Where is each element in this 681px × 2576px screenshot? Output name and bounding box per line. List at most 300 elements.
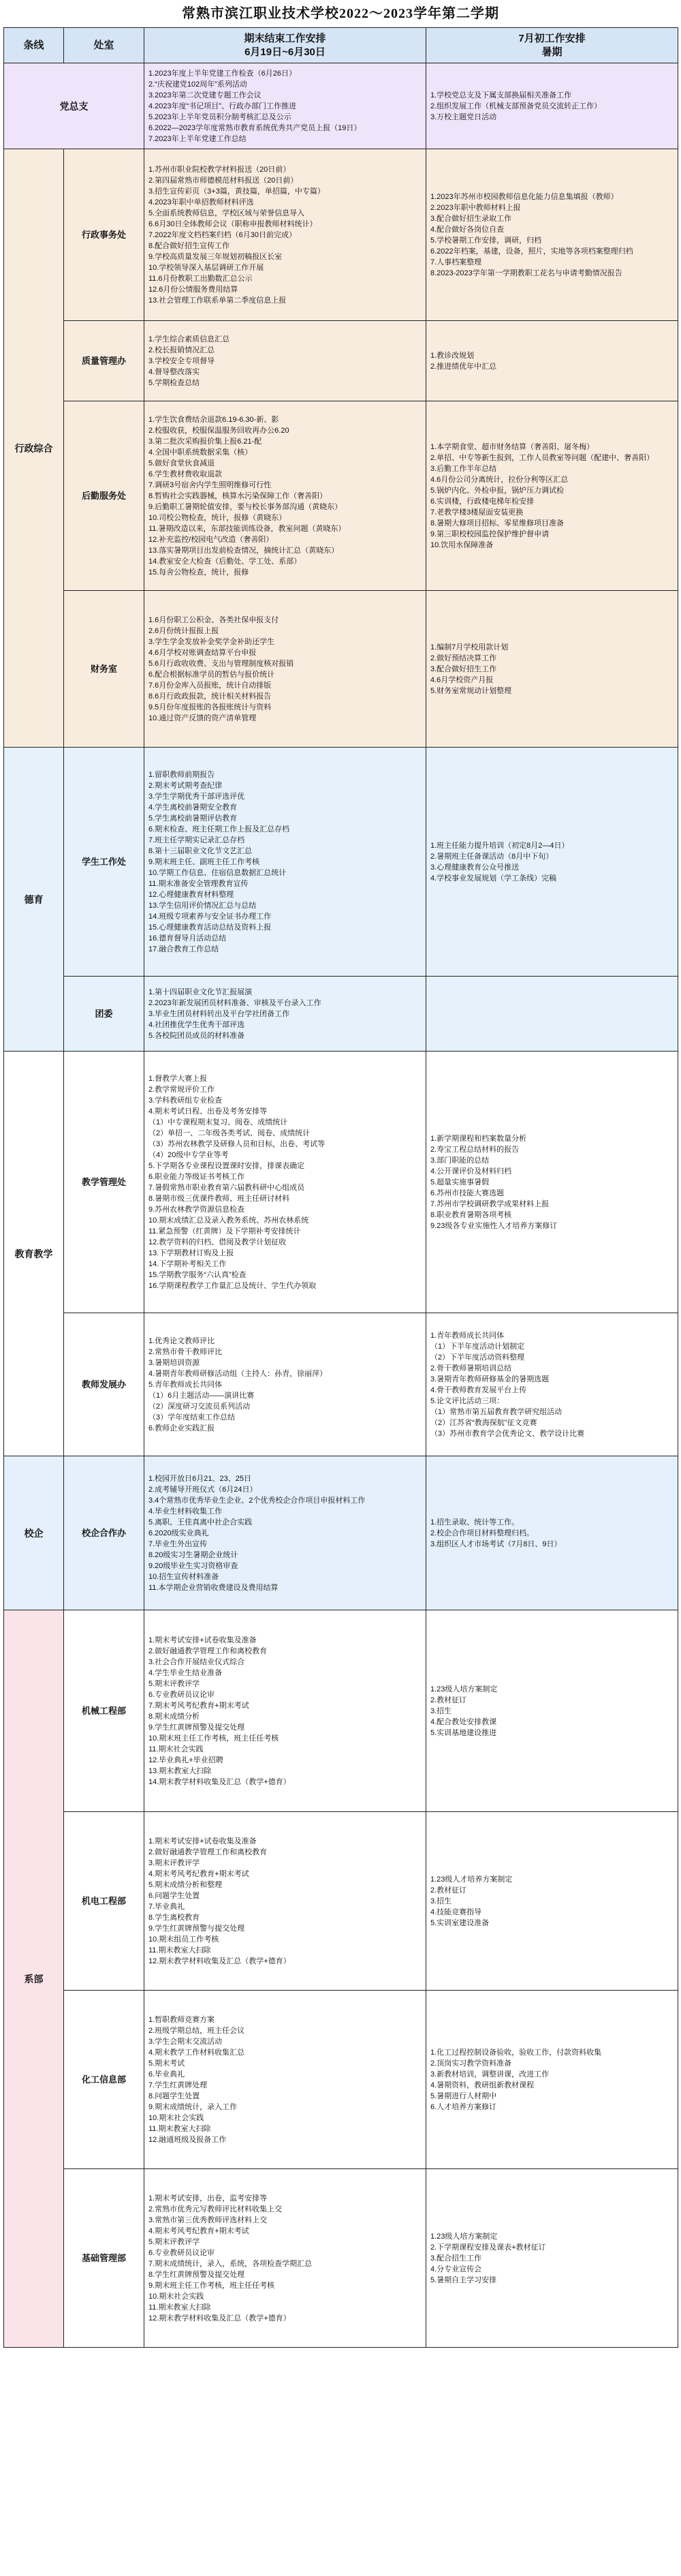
list-item: 4.配合做好各岗位自查 <box>430 225 505 234</box>
line-label-dept: 系部 <box>4 1610 64 2348</box>
table-row <box>4 401 678 591</box>
list-item: 16.德育督导月活动总结 <box>148 934 227 942</box>
list-item: 6.苏州市技能大赛选题 <box>430 1189 505 1197</box>
july-list <box>426 149 678 321</box>
list-item: 12.心理健康教育材料整理 <box>148 890 234 899</box>
list-item: 4.6月学校对账调查结算平台申报 <box>148 648 257 657</box>
list-item: 4.毕业生材料收集工作 <box>148 1507 223 1516</box>
list-item: 14.班级专项素养与安全证书办理工作 <box>148 912 272 921</box>
list-item: 10.司校公物检查，统计，报修（黄晓东） <box>148 513 287 522</box>
list-item: 1.23级人培方案制定 <box>430 1685 498 1693</box>
list-item: 4.学校事业发展规划（学工条线）完稿 <box>430 874 557 883</box>
header-july-title: 7月初工作安排 <box>518 32 586 44</box>
list-item: 7.暑假常熟市职业教育第六届教科研中心组成员 <box>148 1183 305 1192</box>
list-item: 2.暑期班主任备课活动（8月中下旬） <box>430 852 554 861</box>
list-item: 5.2023年上半年党员积分制考核汇总及公示 <box>148 112 291 121</box>
july-list <box>426 1812 678 1991</box>
list-item: 11.期末教室大扫除 <box>148 2303 211 2312</box>
july-list <box>426 321 678 401</box>
header-end-title: 期末结束工作安排 <box>244 32 326 44</box>
list-item: （3）苏州农林教学及研修人员和目标，出卷、考试等 <box>148 1139 326 1148</box>
list-item: 2.校服收获，校服保温服务回收再办公6.20 <box>148 426 289 435</box>
july-list <box>426 977 678 1052</box>
list-item: 1.期末考试安排，出卷，监考安排等 <box>148 2194 268 2203</box>
list-item: （1）中专课程期末复习、阅卷、成绩统计 <box>148 1118 288 1126</box>
list-item: 11.紧急预警（红黄牌）及下学期补考安排统计 <box>148 1227 301 1236</box>
list-item: 9.学校高质量发展三年规划初稿报区长室 <box>148 252 283 261</box>
list-item: 5.各校院团员成员的材料准备 <box>148 1031 245 1040</box>
list-item: 4.督导整改落实 <box>148 367 200 376</box>
list-item: 1.招生录取、统计等工作。 <box>430 1518 520 1527</box>
end-list <box>144 591 426 748</box>
list-item: 4.期末考风考纪教育+期末考试 <box>148 1869 249 1878</box>
list-item: 2.常熟市优秀元写教师评比材料收集上交 <box>148 2205 283 2213</box>
list-item: 3.心理健康教育公众号推送 <box>430 863 520 872</box>
list-item: 3.招生 <box>430 1706 452 1715</box>
list-item: 6.6月30日全体教师会议（职称申报教师材料统计） <box>148 219 317 228</box>
list-item: 2.校长报销情况汇总 <box>148 346 215 354</box>
list-item: 1.2023年苏州市校园教师信息化能力信息集填报（教师） <box>430 192 618 201</box>
list-item: 2.单招、中专等新生报到，工作人员教室等问题（配建中、奢善阳） <box>430 453 654 462</box>
dept-label: 教学管理处 <box>64 1052 144 1313</box>
table-row <box>4 2169 678 2348</box>
list-item: 9.期末班主任、副班主任工作考核 <box>148 857 260 866</box>
list-item: 13.下学期教材订购及上报 <box>148 1248 234 1257</box>
dept-label: 后勤服务处 <box>64 401 144 591</box>
list-item: 8.暂购社会实践器械，核算水污染保障工作（奢善阳） <box>148 491 328 500</box>
list-item: （2）下半年度活动资料整理 <box>430 1353 525 1362</box>
list-item: 9.期末成绩统计，录入工作 <box>148 2102 238 2111</box>
list-item: 6.2022年档案，基建，设备，照片，实地等各项档案整理归档 <box>430 247 633 256</box>
list-item: 4.全国中职系统数据采集（核） <box>148 448 253 457</box>
list-item: 2.“庆祝建党102周年”系列活动 <box>148 80 247 89</box>
list-item: 3.第二批次采购报价集上报6.21-配 <box>148 437 262 446</box>
list-item: 7.人事档案整理 <box>430 258 482 266</box>
list-item: 3.部门职能的总结 <box>430 1156 490 1165</box>
list-item: 3.配合做好招生录取工作 <box>430 214 512 223</box>
list-item: 3.配合招生工作 <box>430 2254 482 2263</box>
list-item: 6.专业教研员议论审 <box>148 2248 215 2257</box>
list-item: 12.教学资料的归档、借阅及教学计划征收 <box>148 1238 287 1246</box>
list-item: 5.暑期自主学习安排 <box>430 2275 497 2284</box>
july-list <box>426 2169 678 2348</box>
end-list <box>144 321 426 401</box>
list-item: 9.23级各专业实施性人才培养方案修订 <box>430 1221 558 1230</box>
list-item: 5.实训基地建设推进 <box>430 1728 497 1737</box>
list-item: 4.技能竞赛指导 <box>430 1907 482 1916</box>
end-list <box>144 1456 426 1610</box>
page-title: 常熟市滨江职业技术学校2022～2023学年第二学期 <box>182 6 499 21</box>
line-label-moral: 德育 <box>4 748 64 1052</box>
end-list <box>144 1991 426 2169</box>
july-list <box>426 401 678 591</box>
table-row <box>4 1456 678 1610</box>
list-item: 17.融合教育工作总结 <box>148 945 219 953</box>
list-item: 8.2023-2023学年第一学期教职工花名与申请考勤情况报告 <box>430 269 622 277</box>
dept-label: 质量管理办 <box>64 321 144 401</box>
list-item: 9.期末班主任工作考核，班主任任考核 <box>148 2281 275 2290</box>
list-item: 12.融通班级及报备工作 <box>148 2135 227 2144</box>
list-item: 7.期末成绩统计，录入，系统，各项检查学期汇总 <box>148 2259 313 2268</box>
list-item: 10.期末组员工作考核 <box>148 1935 219 1944</box>
table-row <box>4 1052 678 1313</box>
table-row <box>4 149 678 321</box>
list-item: 3.后勤工作半年总结 <box>430 464 497 473</box>
list-item: 4.暑期青年教师研修活动组（主持人：孙青，徐丽萍） <box>148 1369 328 1378</box>
list-item: 6.人才培养方案修订 <box>430 2102 497 2111</box>
list-item: 5.青年教师成长共同体 <box>148 1380 223 1389</box>
list-item: 3.学生学期优秀干部评选评优 <box>148 792 245 801</box>
list-item: 3.招生宣传彩页（3+3篇，黄技篇，单招篇，中专篇） <box>148 187 325 196</box>
july-list <box>426 1610 678 1812</box>
list-item: 4.学生毕业生结业准备 <box>148 1668 223 1677</box>
list-item: 2.班级学期总结，班主任会议 <box>148 2026 245 2035</box>
list-item: 7.期末考风考纪教育+期末考试 <box>148 1701 249 1710</box>
list-item: 2.成考辅导开班仪式（6月24日） <box>148 1485 257 1494</box>
list-item: 2.教材征订 <box>430 1696 467 1704</box>
list-item: （1）下半年度活动计划制定 <box>430 1342 525 1351</box>
list-item: 1.留职教师前期报告 <box>148 770 215 779</box>
list-item: 9.苏州农林教学资源信息检查 <box>148 1205 245 1214</box>
list-item: 3.暑期培训资源 <box>148 1358 200 1367</box>
list-item: 2.教学常规评价工作 <box>148 1085 215 1094</box>
list-item: 12.6月份公情服务费用结算 <box>148 285 238 294</box>
header-july <box>426 28 678 63</box>
list-item: 5.财务室常规动计划整理 <box>430 686 512 695</box>
list-item: 4.分专业宣传会 <box>430 2265 482 2273</box>
list-item: （4）20级中专学业等考 <box>148 1150 229 1159</box>
list-item: 2.做好融通教学管理工作和离校教育 <box>148 1646 268 1655</box>
list-item: 13.学生信用评价情况汇总与总结 <box>148 901 257 910</box>
list-item: 11.本学期企业营销收费建设及费用结算 <box>148 1583 279 1592</box>
dept-label: 基础管理部 <box>64 2169 144 2348</box>
list-item: 7.调研3号宿舍内学生照明维修可行性 <box>148 480 272 489</box>
list-item: 3.2023年第二次党建专题工作会议 <box>148 91 262 99</box>
list-item: 4.期末教学工作材料收集汇总 <box>148 2048 245 2057</box>
dept-label: 行政事务处 <box>64 149 144 321</box>
list-item: 4.社团推优学生优秀干部评选 <box>148 1020 245 1029</box>
table-row <box>4 63 678 149</box>
end-list <box>144 63 426 149</box>
list-item: 2.组织发展工作（机械支部预备党员交流转正工作） <box>430 102 602 110</box>
list-item: 8.6月行政政报款，统计相关材料报告 <box>148 692 272 701</box>
list-item: 10.通过资产反馈的资产清单管理 <box>148 714 257 722</box>
list-item: 1.苏州市职业院校教学材料报送（20日前） <box>148 165 291 174</box>
header-end-of-term <box>144 28 426 63</box>
list-item: 6.期末检查、班主任期工作上报及汇总存档 <box>148 825 290 833</box>
list-item: 3.万校主题党日活动 <box>430 112 497 121</box>
list-item: 9.后勤职工暑期轮值安排，要与校长事务部沟通（黄晓东） <box>148 502 343 511</box>
list-item: 5.学校暑期工作安排，调研，归档 <box>430 236 542 245</box>
list-item: 4.2023年职中单招教师材料评选 <box>148 198 254 206</box>
list-item: 1.期末考试安排+试卷收集及准备 <box>148 1636 257 1644</box>
list-item: 5.超量实施事暑假 <box>430 1178 490 1186</box>
list-item: 3.期末评教评学 <box>148 1858 200 1867</box>
list-item: 1.校园开放日6月21、23、25日 <box>148 1474 251 1483</box>
july-list <box>426 1052 678 1313</box>
list-item: 9.5月份年度报账的各报账统计与资料 <box>148 703 272 711</box>
header-line: 条线 <box>4 28 64 63</box>
line-label-coop: 校企 <box>4 1456 64 1610</box>
dept-label: 教师发展办 <box>64 1313 144 1456</box>
list-item: 2.推进绩优年中汇总 <box>430 362 497 371</box>
list-item: 1.新学期课程和档案数量分析 <box>430 1134 527 1143</box>
list-item: 10.期末社会实践 <box>148 2292 204 2301</box>
list-item: 6.教师企业实践汇报 <box>148 1424 215 1432</box>
july-list <box>426 1456 678 1610</box>
list-item: 6.配合根据标准学员的暂估与报价统计 <box>148 670 275 679</box>
list-item: 1.班主任能力提升培训（初定8月2—4日） <box>430 841 569 850</box>
list-item: 3.毕业生团员材料转出及平台学社团备工作 <box>148 1009 290 1018</box>
list-item: 2.骨干教师暑期培训总结 <box>430 1364 512 1373</box>
list-item: 9.学生红黄牌预警及提交处理 <box>148 1723 245 1732</box>
list-item: 3.常熟市第三优秀教师评选材料上交 <box>148 2215 268 2224</box>
list-item: 14.教室安全大检查（后勤处、学工处、系部） <box>148 557 302 566</box>
list-item: 15.学期教学服务“六认真”检查 <box>148 1270 247 1279</box>
july-list <box>426 1313 678 1456</box>
list-item: 7.毕业生外出宣传 <box>148 1539 208 1548</box>
list-item: 3.学生学金发放补金奖学金补助还学生 <box>148 637 275 646</box>
list-item: 9.学生红黄牌预警与提交处理 <box>148 1924 245 1933</box>
list-item: 8.第十三届职业文化节文艺汇总 <box>148 846 253 855</box>
list-item: 8.学生离校教育 <box>148 1913 200 1922</box>
list-item: 11.期末社会实践 <box>148 1745 204 1753</box>
list-item: 2.下学期课程安排及课表+教材征订 <box>430 2243 546 2252</box>
list-item: 11.期末教室大扫除 <box>148 2124 211 2133</box>
july-list <box>426 748 678 977</box>
list-item: 1.第十四届职业文化节汇报展演 <box>148 987 253 996</box>
list-item: 3.组织区人才市场考试（7月8日、9日） <box>430 1539 562 1548</box>
list-item: 3.新教材培训，调整讲课，改进工作 <box>430 2070 550 2079</box>
list-item: 6.职业能力等级证书考核工作 <box>148 1172 245 1181</box>
list-item: 5.论文评比活动三项： <box>430 1396 505 1405</box>
list-item: 7.毕业典礼 <box>148 1902 185 1911</box>
dept-label: 化工信息部 <box>64 1991 144 2169</box>
table-row <box>4 591 678 748</box>
list-item: 3.学科教研组专业检查 <box>148 1096 223 1105</box>
list-item: 8.暑期大修项目招标、零星维修项目准备 <box>430 519 565 527</box>
list-item: 5.6月行政收收费、支出与管理制度核对报销 <box>148 659 294 668</box>
list-item: 4.2023年度“书记项目”、行政办部门工作推进 <box>148 102 296 110</box>
list-item: 5.期末评教评学 <box>148 1679 200 1688</box>
list-item: 2.寿宝工程总结材料的报告 <box>430 1145 520 1154</box>
table-row <box>4 1610 678 1812</box>
line-label-party: 党总支 <box>4 63 144 149</box>
list-item: 2.做好融通教学管理工作和离校教育 <box>148 1847 268 1856</box>
list-item: 5.暑期进行人材期中 <box>430 2091 497 2100</box>
end-list <box>144 977 426 1052</box>
list-item: 7.学生红黄牌处理 <box>148 2081 208 2089</box>
list-item: 2.常熟市骨干教师评比 <box>148 1347 223 1356</box>
list-item: 4.6月份公司分离统计，拉份分利等区汇总 <box>430 475 569 484</box>
end-list <box>144 1313 426 1456</box>
list-item: 2.做好预结决算工作 <box>430 654 497 662</box>
table-row <box>4 977 678 1052</box>
list-item: 9.第三职校校园监控保护维护督申请 <box>430 530 550 538</box>
list-item: 4.学生离校前暑期安全教育 <box>148 803 238 812</box>
list-item: 2.校企合作项目材料整理归档。 <box>430 1529 535 1537</box>
list-item: 2.顶岗实习教学资料准备 <box>430 2059 512 2068</box>
list-item: 6.专业教研员议论审 <box>148 1690 215 1699</box>
list-item: 5.实训室建设准备 <box>430 1918 490 1927</box>
list-item: 8.问题学生处置 <box>148 2091 200 2100</box>
list-item: 8.配合做好招生宣传工作 <box>148 241 230 250</box>
list-item: 10.招生宣传材料准备 <box>148 1572 219 1581</box>
list-item: 13.期末教室大扫除 <box>148 1766 212 1775</box>
list-item: 14.期末教学材料收集及汇总（教学+德育） <box>148 1777 291 1786</box>
list-item: 6.毕业典礼 <box>148 2070 185 2079</box>
list-item: 8.期末成绩分析 <box>148 1712 200 1721</box>
list-item: 2.第四届常熟市师德模范材料报送（20日前） <box>148 176 298 185</box>
list-item: 3.学生会期末交流活动 <box>148 2037 223 2046</box>
end-list <box>144 748 426 977</box>
list-item: 3.社会合作开展结业仪式综合 <box>148 1657 245 1666</box>
list-item: 5.学期检查总结 <box>148 378 200 387</box>
list-item: 3.暑期青年教师研修基金的暑期选题 <box>430 1375 550 1383</box>
list-item: 12.补充监控/校园电气改造（奢善阳） <box>148 535 274 544</box>
list-item: 9.20级毕业生实习资格审查 <box>148 1561 238 1570</box>
list-item: 1.教诊改规划 <box>430 351 475 360</box>
list-item: 13.落实暑期项目出发前检查情况，摘统计汇总（黄晓东） <box>148 546 339 555</box>
list-item: 5.学生离校前暑期评估教育 <box>148 814 238 823</box>
list-item: 12.毕业典礼+毕业招聘 <box>148 1755 223 1764</box>
list-item: 13.社会管理工作联系单第二季度信息上报 <box>148 296 287 305</box>
table-header-row <box>4 28 678 63</box>
list-item: 6.实训楼，行政楼电梯年检安排 <box>430 497 535 506</box>
end-list <box>144 1812 426 1991</box>
list-item: 2.教材征订 <box>430 1886 467 1895</box>
line-label-admin: 行政综合 <box>4 149 64 748</box>
list-item: 1.本学期食堂、超市财务结算（奢善阳、屠冬梅） <box>430 442 595 451</box>
list-item: 10.期末班主任工作考核，班主任任考核 <box>148 1734 279 1743</box>
list-item: 10.学校领导深入基层调研工作开展 <box>148 263 264 272</box>
end-list <box>144 1052 426 1313</box>
list-item: 1.6月份职工公积金、各类社保申报支付 <box>148 615 279 624</box>
list-item: （1）6月主题活动——演讲比赛 <box>148 1391 255 1400</box>
list-item: 10.学期工作信息、住宿信息数据汇总统计 <box>148 868 287 877</box>
list-item: （2）江苏省“教海探航”征文竞赛 <box>430 1418 537 1427</box>
table-row <box>4 1991 678 2169</box>
list-item: 3.学校安全专项督导 <box>148 356 215 365</box>
dept-label: 学生工作处 <box>64 748 144 977</box>
list-item: 8.20级实习生暑期企业统计 <box>148 1550 238 1559</box>
dept-label: 团委 <box>64 977 144 1052</box>
list-item: 16.学期课程教学工作量汇总及统计、学生代办领取 <box>148 1281 317 1290</box>
list-item: 10.期末社会实践 <box>148 2113 204 2122</box>
list-item: 7.6月份金库入员报账，统计自动排版 <box>148 681 272 690</box>
list-item: 2.2023年新发展团员材料准备、审核及平台录入工作 <box>148 998 321 1007</box>
list-item: 11.期末教室大扫除 <box>148 1946 211 1954</box>
list-item: 5.期末考试 <box>148 2059 185 2068</box>
list-item: 4.期末考风考纪教育+期末考试 <box>148 2226 249 2235</box>
list-item: 8.学生红黄牌预警及提交处理 <box>148 2270 245 2279</box>
list-item: 4.骨干教师教育发展平台上传 <box>430 1385 527 1394</box>
list-item: 11.期末准备安全管理教育宣传 <box>148 879 249 888</box>
list-item: 1.编制7月学校用款计划 <box>430 643 509 651</box>
list-item: 2.2023年职中教师材料上报 <box>430 203 521 212</box>
list-item: 7.老教学楼3楼屋面安装更换 <box>430 508 524 517</box>
list-item: 1.学生综合素质信息汇总 <box>148 335 230 343</box>
list-item: 1.2023年度上半年党建工作检查（6月26日） <box>148 69 296 78</box>
work-plan-table <box>3 27 678 2348</box>
list-item: 4.暑期资料，教研组新教材课程 <box>430 2081 535 2089</box>
header-dept: 处室 <box>64 28 144 63</box>
list-item: 7.班主任学期实记录汇总存档 <box>148 835 245 844</box>
list-item: 1.23级人才培养方案制定 <box>430 1875 513 1884</box>
header-july-sub: 暑期 <box>541 46 563 58</box>
list-item: 1.学校党总支及下属支部换届相关准备工作 <box>430 91 572 99</box>
list-item: 10.饮用水保障准备 <box>430 540 494 549</box>
list-item: 4.配合教处安排教课 <box>430 1717 497 1726</box>
list-item: 1.化工过程控制设备验收，验收工作，付款资料收集 <box>430 2048 602 2057</box>
end-list <box>144 1610 426 1812</box>
list-item: （1）常熟市第五届教育教学研究组活动 <box>430 1407 563 1416</box>
list-item: 6.学生教材费收取退款 <box>148 470 223 478</box>
dept-label: 机电工程部 <box>64 1812 144 1991</box>
list-item: 1.青年教师成长共同体 <box>430 1331 505 1340</box>
july-list <box>426 63 678 149</box>
dept-label: 机械工程部 <box>64 1610 144 1812</box>
list-item: 1.督教学大赛上报 <box>148 1074 208 1083</box>
list-item: 5.期末评教评学 <box>148 2237 200 2246</box>
list-item: （3）苏州市教育学会优秀论文、教学设计比赛 <box>430 1429 585 1438</box>
list-item: 2.期末考试期考查纪律 <box>148 781 223 790</box>
list-item: 6.问题学生处置 <box>148 1891 200 1900</box>
end-list <box>144 149 426 321</box>
list-item: 1.优秀论文教师评比 <box>148 1336 215 1345</box>
list-item: 4.6月学校资产月报 <box>430 675 494 684</box>
header-end-dates: 6月19日~6月30日 <box>244 46 326 58</box>
line-label-edu: 教育教学 <box>4 1052 64 1456</box>
list-item: 1.期末考试安排+试卷收集及准备 <box>148 1837 257 1845</box>
list-item: 4.期末考试日程、出卷及考务安排等 <box>148 1107 268 1116</box>
list-item: 7.苏州市学校调研教学成果材料上报 <box>430 1199 550 1208</box>
list-item: 5.全面系统教师信息，学校区域与荣誉信息导入 <box>148 209 305 217</box>
list-item: 3.配合做好招生工作 <box>430 664 497 673</box>
list-item: 14.下学期补考相关工作 <box>148 1259 227 1268</box>
list-item: 5.期末成绩分析和整理 <box>148 1880 223 1889</box>
list-item: 1.23级人培方案制定 <box>430 2232 498 2241</box>
july-list <box>426 1991 678 2169</box>
list-item: 2.6月份统计报报上报 <box>148 626 219 635</box>
list-item: 1.暂职教师竞赛方案 <box>148 2015 215 2024</box>
list-item: 10.期末成绩汇总及录入教务系统、苏州农林系统 <box>148 1216 309 1225</box>
list-item: 5.做好食堂伙食减退 <box>148 459 215 467</box>
list-item: 3.4个常熟市优秀毕业生企业、2个优秀校企合作项目申报材料工作 <box>148 1496 366 1505</box>
list-item: 1.学生饮食费结余退款6.19-6.30-新、影 <box>148 415 279 424</box>
list-item: 5.下学期各专业课程设置课时安排，排课表确定 <box>148 1161 305 1170</box>
list-item: 8.职业教育暑期各项考核 <box>430 1210 512 1219</box>
list-item: 7.2023年上半年党建工作总结 <box>148 134 247 143</box>
list-item: 6.2020级实业典礼 <box>148 1529 209 1537</box>
list-item: 6.2022—2023学年度常熟市教育系统优秀共产党员上报（19日） <box>148 123 362 132</box>
list-item: 3.招生 <box>430 1897 452 1905</box>
list-item: 8.暑期市级三优课件教师、班主任研讨材料 <box>148 1194 290 1203</box>
list-item: 11.暑期改造以来，东部技能训练设备，教室问题（黄晓东） <box>148 524 346 533</box>
table-row <box>4 748 678 977</box>
list-item: （2）单招一、二年级各类考试、阅卷、成绩统计 <box>148 1129 311 1137</box>
dept-label: 校企合作办 <box>64 1456 144 1610</box>
july-list <box>426 591 678 748</box>
table-row <box>4 321 678 401</box>
list-item: 7.2022年度文档档案归档（6月30日前完成） <box>148 230 296 239</box>
table-row <box>4 1812 678 1991</box>
dept-label: 财务室 <box>64 591 144 748</box>
list-item: 11.6月份教职工出勤数汇总公示 <box>148 274 253 283</box>
list-item: 12.期末教学材料收集及汇总（教学+德育） <box>148 1957 291 1965</box>
list-item: （3）学年度结束工作总结 <box>148 1413 236 1422</box>
list-item: 4.公开课评价及材料归档 <box>430 1167 512 1176</box>
